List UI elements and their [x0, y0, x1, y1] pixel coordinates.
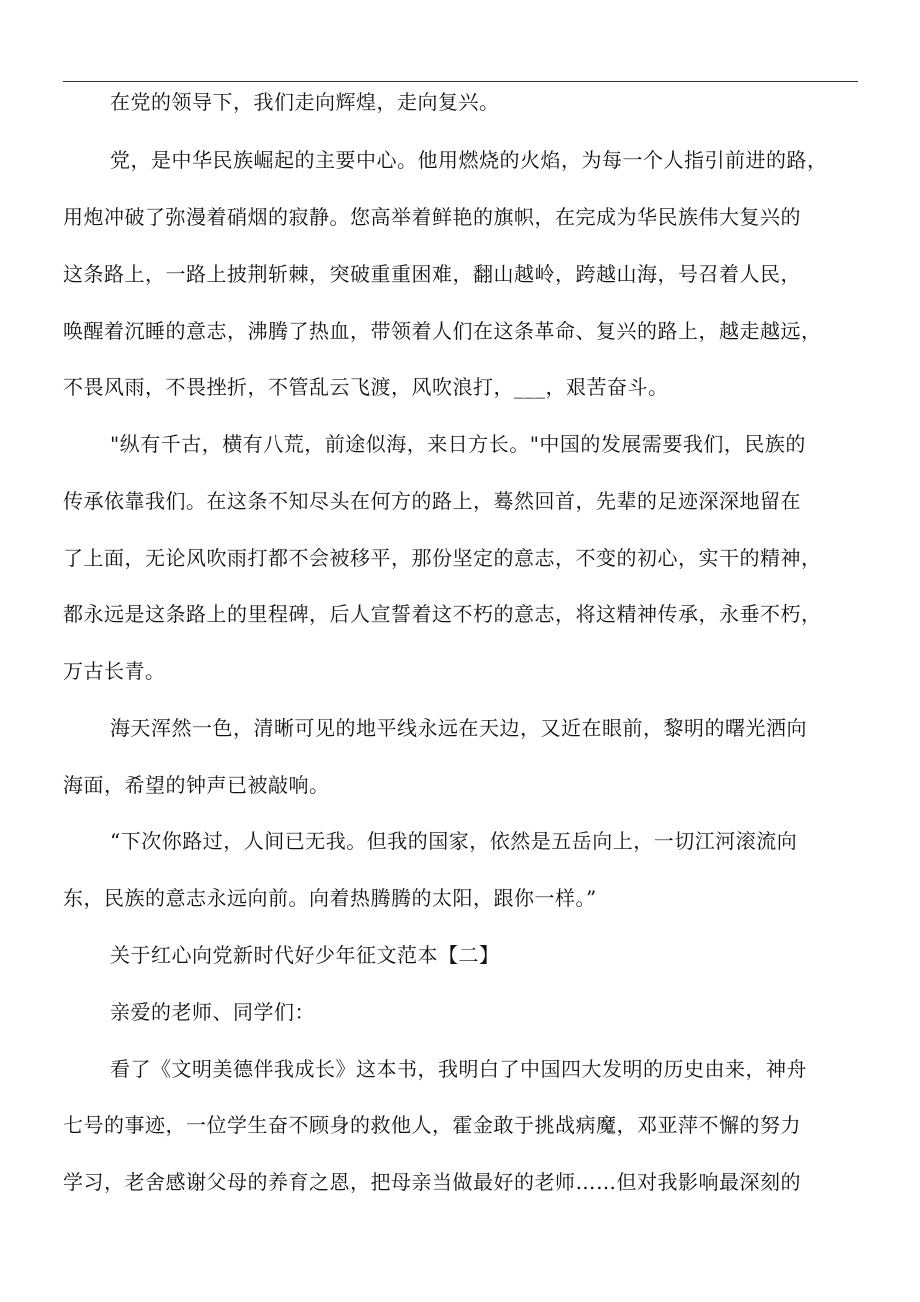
- text-line: 海面，希望的钟声已被敲响。: [63, 773, 330, 797]
- text-line: 了上面，无论风吹雨打都不会被移平，那份坚定的意志，不变的初心，实干的精神，: [63, 546, 822, 570]
- text-line: 用炮冲破了弥漫着硝烟的寂静。您高举着鲜艳的旗帜，在完成为华民族伟大复兴的: [63, 205, 801, 229]
- text-line: 东，民族的意志永远向前。向着热腾腾的太阳，跟你一样。”: [63, 886, 597, 910]
- text-line: 在党的领导下，我们走向辉煌，走向复兴。: [110, 90, 500, 114]
- text-line: 海天浑然一色，清晰可见的地平线永远在天边，又近在眼前，黎明的曙光洒向: [110, 716, 807, 740]
- text-line: 不畏风雨，不畏挫折，不管乱云飞渡，风吹浪打，___，艰苦奋斗。: [63, 375, 669, 399]
- section-heading: 关于红心向党新时代好少年征文范本【二】: [110, 943, 500, 967]
- text-line: 都永远是这条路上的里程碑，后人宣誓着这不朽的意志，将这精神传承，永垂不朽，: [63, 602, 822, 626]
- text-line: 党，是中华民族崛起的主要中心。他用燃烧的火焰，为每一个人指引前进的路，: [110, 148, 828, 172]
- text-line: "纵有千古，横有八荒，前途似海，来日方长。"中国的发展需要我们，民族的: [110, 432, 806, 456]
- header-rule: [63, 81, 858, 82]
- text-line: 万古长青。: [63, 659, 166, 683]
- salutation: 亲爱的老师、同学们：: [110, 1000, 315, 1024]
- text-line: 七号的事迹，一位学生奋不顾身的救他人，霍金敢于挑战病魔，邓亚萍不懈的努力: [63, 1113, 801, 1137]
- text-line: 学习，老舍感谢父母的养育之恩，把母亲当做最好的老师……但对我影响最深刻的: [63, 1170, 801, 1194]
- text-line: 唤醒着沉睡的意志，沸腾了热血，带领着人们在这条革命、复兴的路上，越走越远，: [63, 319, 822, 343]
- text-line: 传承依靠我们。在这条不知尽头在何方的路上，蓦然回首，先辈的足迹深深地留在: [63, 489, 801, 513]
- text-line: 这条路上，一路上披荆斩棘，突破重重困难，翻山越岭，跨越山海，号召着人民，: [63, 262, 801, 286]
- text-line: “下次你路过，人间已无我。但我的国家，依然是五岳向上，一切江河滚流向: [110, 829, 798, 853]
- text-line: 看了《文明美德伴我成长》这本书，我明白了中国四大发明的历史由来，神舟: [110, 1057, 807, 1081]
